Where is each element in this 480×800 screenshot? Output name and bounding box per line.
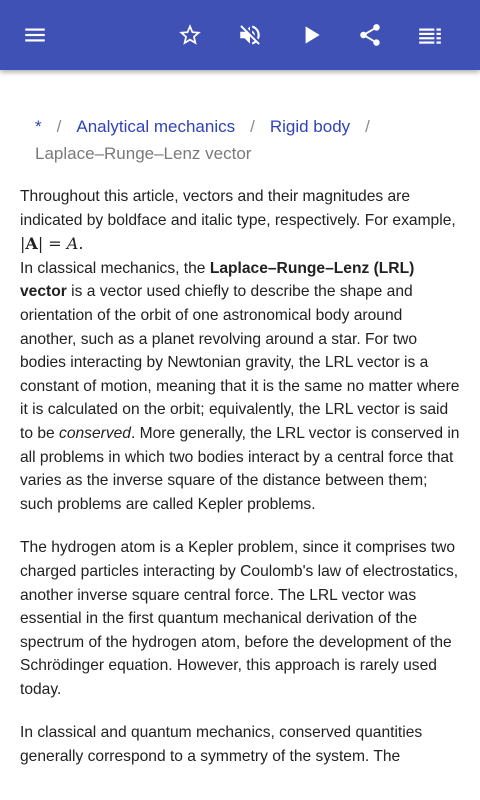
volume-off-icon — [237, 22, 263, 48]
breadcrumb-separator: / — [250, 117, 255, 136]
math-abs-bar: | — [20, 234, 26, 254]
share-button[interactable] — [346, 11, 394, 59]
math-abs-bar: | — [37, 234, 44, 254]
breadcrumb-link-analytical-mechanics[interactable]: Analytical mechanics — [76, 117, 236, 136]
app-toolbar — [0, 0, 480, 70]
breadcrumb-current-page: Laplace–Runge–Lenz vector — [35, 144, 252, 163]
article-term-bold: Laplace–Runge–Lenz (LRL) vector — [20, 259, 415, 301]
breadcrumb-link-rigid-body[interactable]: Rigid body — [269, 117, 351, 136]
paragraph-text: is a vector used chiefly to describe the shape and orientation of the orbit of one astronomical body around another, such as a planet revolving around a star. For two bodies interacting by Newtonian gravity, the LRL vector is a constant of motion, meaning that it is the same no matter where it is calculated on the orbit; equivalently, the LRL vector is said to be — [20, 283, 460, 442]
article-paragraph — [20, 257, 462, 517]
star-icon — [177, 22, 203, 48]
menu-icon — [22, 22, 48, 48]
article-paragraph — [20, 185, 462, 257]
math-vector-symbol: A — [25, 234, 38, 254]
share-icon — [357, 22, 383, 48]
breadcrumb-separator: / — [56, 117, 62, 136]
paragraph-text: . More generally, the LRL vector is conserved in all problems in which two bodies interact by a central force that varies as the inverse square of the distance between them; such problems are called Kepler problems. — [20, 424, 460, 513]
math-scalar-symbol: A — [66, 234, 79, 254]
article-paragraph: In classical and quantum mechanics, conserved quantities generally correspond to a symmetry of the system. The — [20, 724, 423, 766]
play-icon — [298, 22, 324, 48]
notation-note-text: Throughout this article, vectors and their magnitudes are indicated by boldface and italic type, respectively. For example, — [20, 188, 456, 229]
mute-button[interactable] — [226, 11, 274, 59]
math-formula — [20, 234, 83, 253]
breadcrumb — [35, 113, 455, 167]
paragraph-text: In classical mechanics, the — [20, 259, 210, 277]
menu-button[interactable] — [11, 11, 59, 59]
math-period: . — [78, 234, 84, 254]
breadcrumb-separator: / — [365, 117, 370, 136]
list-icon — [417, 22, 443, 48]
math-equals: = — [43, 234, 67, 254]
breadcrumb-home-link[interactable]: * — [35, 117, 42, 136]
article-paragraph: The hydrogen atom is a Kepler problem, since it comprises two charged particles interacting by Coulomb's law of electrostatics, another inverse square central force. The LRL vector was essential in the first quantum mechanical derivation of the spectrum of the hydrogen atom, before the development of the Schrödinger equation. However, this approach is rarely used today. — [20, 539, 459, 698]
contents-button[interactable] — [406, 11, 454, 59]
bookmark-button[interactable] — [166, 11, 214, 59]
play-button[interactable] — [287, 11, 335, 59]
emphasized-word: conserved — [59, 424, 131, 442]
article-scroll-area[interactable] — [0, 70, 480, 800]
article-body — [20, 185, 462, 769]
